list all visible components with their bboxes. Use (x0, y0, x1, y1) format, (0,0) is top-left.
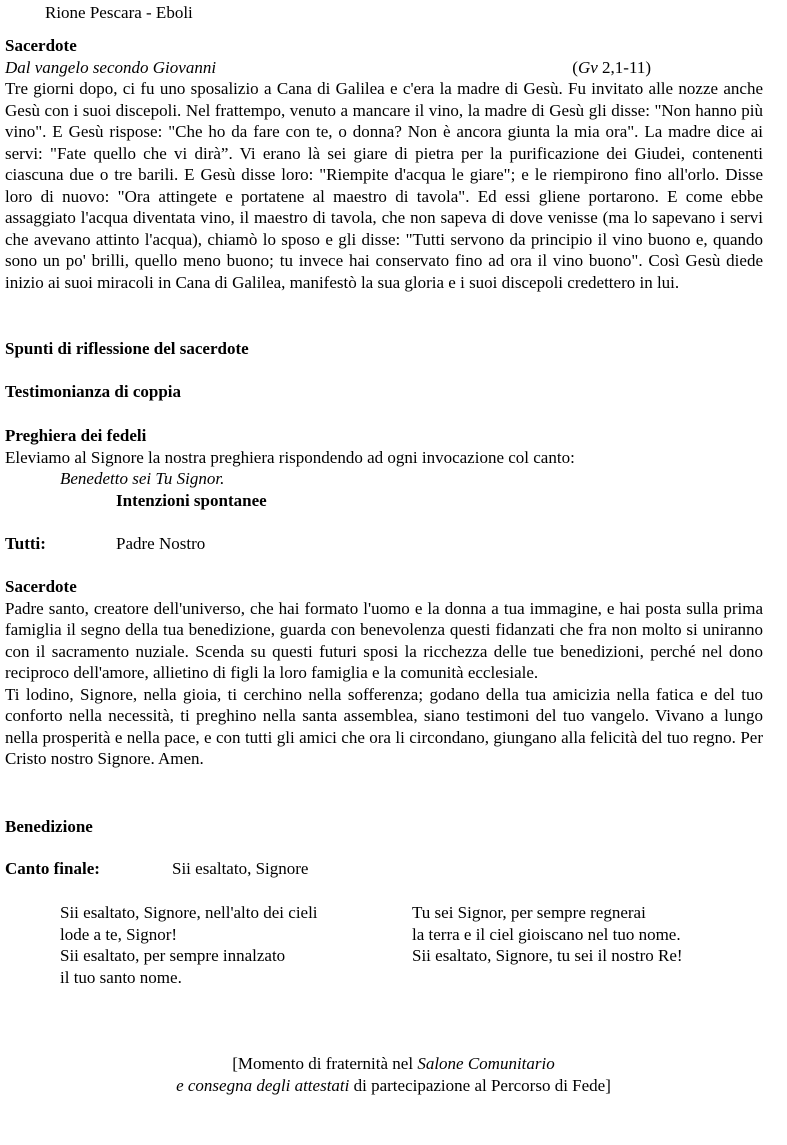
song-line: Sii esaltato, per sempre innalzato (60, 946, 286, 965)
gospel-heading: Sacerdote (5, 36, 77, 55)
song-line: lode a te, Signor! (60, 924, 178, 944)
our-father-row (5, 533, 763, 555)
song-line: Sii esaltato, Signore, tu sei il nostro Re! (412, 946, 683, 965)
priest-prayer-section (5, 576, 763, 770)
gospel-text: Tre giorni dopo, ci fu uno sposalizio a Cana di Galilea e c'era la madre di Gesù. Fu invitato alle nozze anche Gesù con i suoi discepoli. Nel frattempo, venuto a mancare il vino, la madre di Gesù gli disse: "Non hanno più vino". E Gesù rispose: "Che ho da fare con te, o donna? Non è ancora giunta la mia ora". La madre dice ai servi: "Fate quello che vi dirà”. Vi erano là sei giare di pietra per la purificazione dei Giudei, contenenti ciascuna due o tre barili. E Gesù disse loro: "Riempite d'acqua le giare"; e le riempirono fino all'orlo. Disse loro di nuovo: "Ora attingete e portatene al maestro di tavola". Ed essi gliene portarono. E come ebbe assaggiato l'acqua diventata vino, il maestro di tavola, che non sapeva di dove venisse (ma lo sapevano i servi che avevano attinto l'acqua), chiamò lo sposo e gli disse: "Tutti servono da principio il vino buono e, quando sono un po' brilli, quello meno buono; tu invece hai conservato fino ad ora il vino buono". Così Gesù diede inizio ai suoi miracoli in Cana di Galilea, manifestò la sua gloria e i suoi discepoli credettero in lui. (5, 79, 763, 292)
song-lyrics-left-column (60, 902, 318, 988)
priest-prayer-paragraph-2: Ti lodino, Signore, nella gioia, ti cerchino nella sofferenza; godano della tua amicizia nella fatica e del tuo conforto nella necessità, ti preghino nella santa assemblea, siano testimoni del tuo vangelo. Vivano a lungo nella prosperità e nella pace, e con tutti gli amici che ora li circondano, giungano alla felicità del tuo regno. Per Cristo nostro Signore. Amen. (5, 684, 763, 768)
closing-note-venue: Salone Comunitario (417, 1054, 555, 1073)
song-lyrics (5, 902, 763, 992)
gospel-reference-verses: 2,1-11) (597, 57, 651, 77)
final-song-row (5, 858, 763, 880)
song-lyrics-right-column (412, 902, 683, 967)
final-song-title: Sii esaltato, Signore (172, 859, 309, 878)
reflection-heading: Spunti di riflessione del sacerdote (5, 339, 249, 358)
priest-prayer-heading: Sacerdote (5, 577, 77, 596)
gospel-reference (572, 57, 651, 79)
prayers-intro: Eleviamo al Signore la nostra preghiera rispondendo ad ogni invocazione col canto: (5, 447, 575, 467)
closing-note-line-1 (0, 1053, 787, 1075)
closing-note-text: [Momento di fraternità nel (232, 1054, 418, 1073)
gospel-reference-book: Gv (577, 57, 598, 77)
song-line: Sii esaltato, Signore, nell'alto dei cieli (60, 903, 318, 922)
blessing-heading: Benedizione (5, 817, 93, 836)
gospel-section (5, 35, 763, 293)
closing-note (0, 1053, 787, 1096)
final-song-label: Canto finale: (5, 859, 100, 878)
song-line: il tuo santo nome. (60, 967, 182, 987)
song-line: Tu sei Signor, per sempre regnerai (412, 903, 646, 922)
gospel-source: Dal vangelo secondo Giovanni (5, 57, 217, 77)
our-father-text: Padre Nostro (116, 534, 206, 553)
prayers-response: Benedetto sei Tu Signor. (60, 469, 225, 488)
song-line: la terra e il ciel gioiscano nel tuo nome. (412, 924, 681, 944)
closing-note-certificates: e consegna degli attestati (176, 1075, 350, 1095)
gospel-source-row (5, 57, 763, 79)
prayers-section (5, 425, 763, 511)
testimony-heading: Testimonianza di coppia (5, 382, 182, 401)
closing-note-line-2 (0, 1075, 787, 1097)
our-father-label: Tutti: (5, 534, 46, 553)
gospel-reference-open: ( (572, 57, 578, 77)
prayers-heading: Preghiera dei fedeli (5, 426, 147, 445)
parish-location: Rione Pescara - Eboli (45, 3, 193, 22)
closing-note-text: di partecipazione al Percorso di Fede] (349, 1075, 611, 1095)
priest-prayer-paragraph-1: Padre santo, creatore dell'universo, che hai formato l'uomo e la donna a tua immagine, e hai posta sulla prima famiglia il segno della tua benedizione, guarda con benevolenza questi fidanzati che fra non molto si uniranno con il sacramento nuziale. Scenda su questi futuri sposi la ricchezza delle tue benedizioni, perché nel dono reciproco dell'amore, allietino di figli la loro famiglia e la comunità ecclesiale. (5, 598, 763, 682)
prayers-intentions: Intenzioni spontanee (116, 490, 267, 510)
